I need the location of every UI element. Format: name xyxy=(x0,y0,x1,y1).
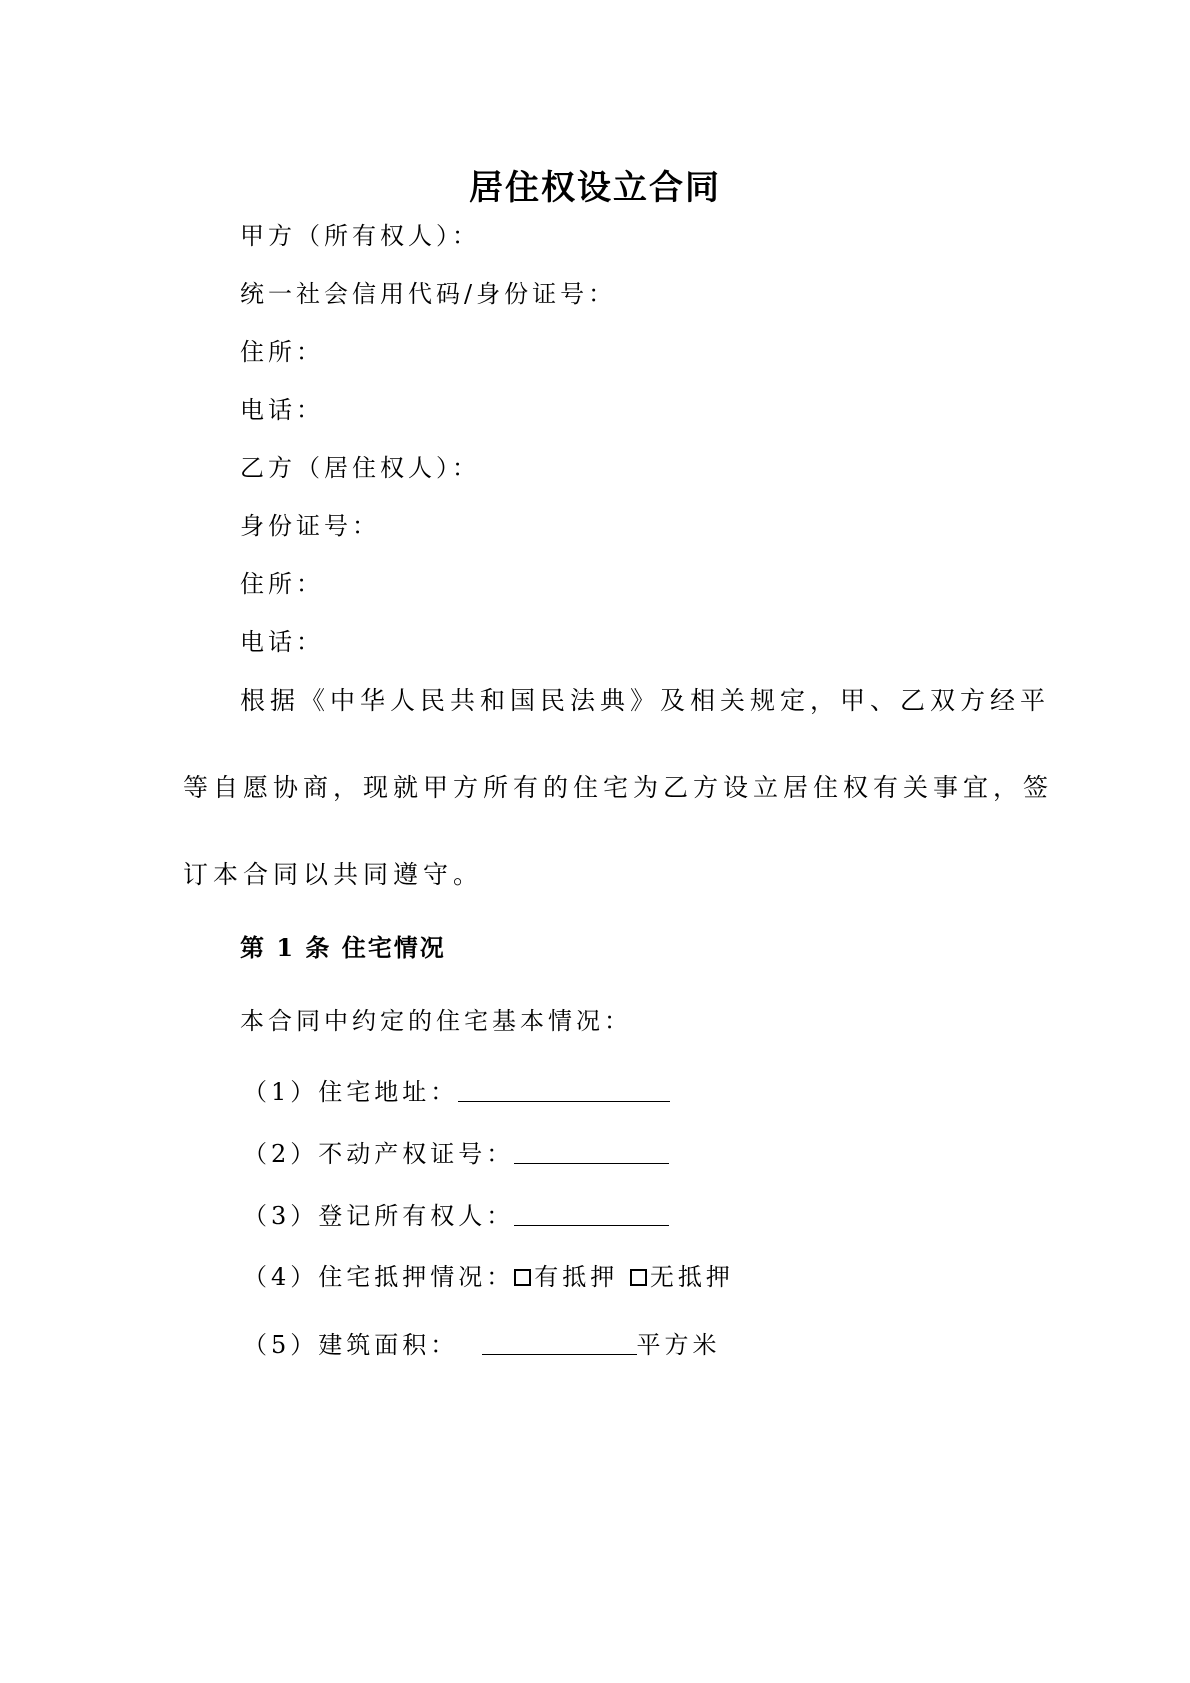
option-mortgaged: 有抵押 xyxy=(534,1263,619,1291)
article-1-heading: 第 1 条 住宅情况 xyxy=(240,933,446,962)
item-mortgage-status xyxy=(243,1261,734,1293)
article-1-intro: 本合同中约定的住宅基本情况： xyxy=(240,1007,632,1035)
option-not-mortgaged: 无抵押 xyxy=(649,1263,734,1291)
item-registered-owner xyxy=(243,1199,669,1232)
party-a-credit-code-label: 统一社会信用代码/身份证号： xyxy=(240,280,617,308)
property-cert-blank xyxy=(514,1137,669,1164)
preamble-line-1: 根据《中华人民共和国民法典》及相关规定，甲、乙双方经平 xyxy=(240,686,1051,715)
address-blank xyxy=(458,1075,670,1102)
party-a-phone-label: 电话： xyxy=(240,396,324,424)
party-b-address-label: 住所： xyxy=(240,570,324,598)
floor-area-blank xyxy=(482,1328,637,1355)
preamble-line-3: 订本合同以共同遵守。 xyxy=(183,860,484,889)
item-label: （3）登记所有权人： xyxy=(243,1202,515,1230)
party-b-label: 乙方（居住权人）： xyxy=(240,454,480,482)
checkbox-not-mortgaged[interactable] xyxy=(630,1269,647,1286)
party-a-address-label: 住所： xyxy=(240,338,324,366)
party-a-label: 甲方（所有权人）： xyxy=(240,222,480,250)
item-residence-address xyxy=(243,1075,670,1108)
preamble-line-2: 等自愿协商，现就甲方所有的住宅为乙方设立居住权有关事宜，签 xyxy=(183,773,1054,802)
area-unit: 平方米 xyxy=(636,1331,721,1359)
document-title: 居住权设立合同 xyxy=(469,168,721,208)
item-label: （1）住宅地址： xyxy=(243,1078,459,1106)
item-label: （5）建筑面积： xyxy=(243,1331,459,1359)
party-b-id-label: 身份证号： xyxy=(240,512,380,540)
item-label: （4）住宅抵押情况： xyxy=(243,1263,515,1291)
item-property-cert xyxy=(243,1137,669,1170)
item-label: （2）不动产权证号： xyxy=(243,1140,515,1168)
registered-owner-blank xyxy=(514,1199,669,1226)
checkbox-mortgaged[interactable] xyxy=(514,1269,531,1286)
party-b-phone-label: 电话： xyxy=(240,628,324,656)
item-floor-area xyxy=(243,1328,721,1361)
